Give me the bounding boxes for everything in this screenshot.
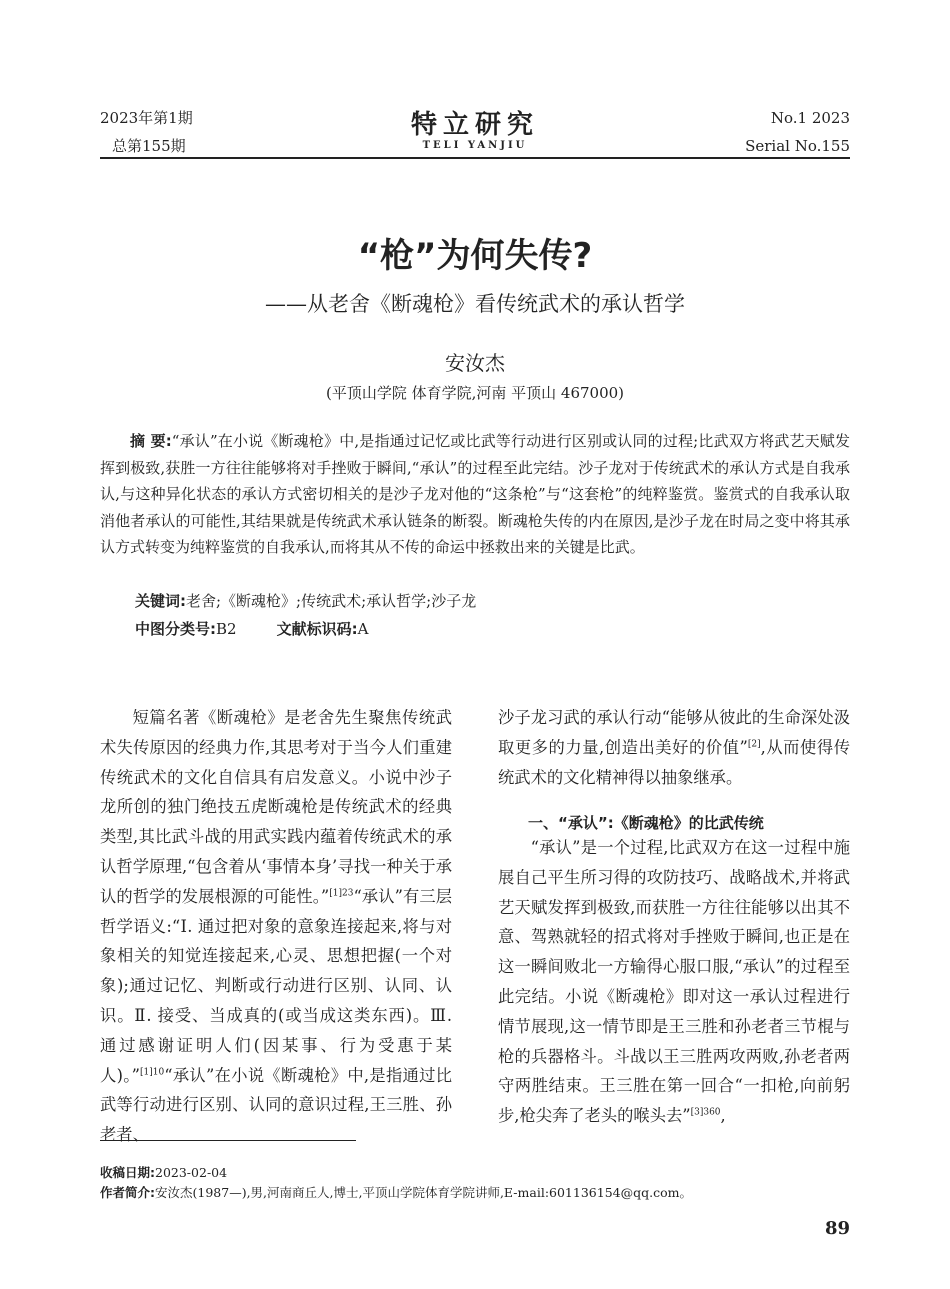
received-label: 收稿日期: bbox=[100, 1165, 155, 1180]
received-value: 2023-02-04 bbox=[155, 1165, 228, 1180]
abstract bbox=[100, 428, 850, 561]
body-left-column bbox=[100, 703, 452, 1150]
citation: [1]23 bbox=[329, 888, 354, 899]
abstract-text: “承认”在小说《断魂枪》中,是指通过记忆或比武等行动进行区别或认同的过程;比武双方将武艺天赋发挥到极致,获胜一方往往能够将对手挫败于瞬间,“承认”的过程至此完结。沙子龙对于传统武术的承认方式是自我承认,与这种异化状态的承认方式密切相关的是沙子龙对他的“这条枪”与“这套枪”的纯粹鉴赏。鉴赏式的自我承认取消他者承认的可能性,其结果就是传统武术承认链条的断裂。断魂枪失传的内在原因,是沙子龙在时局之变中将其承认方式转变为纯粹鉴赏的自我承认,而将其从不传的命运中拯救出来的关键是比武。 bbox=[100, 432, 850, 556]
body-text: 短篇名著《断魂枪》是老舍先生聚焦传统武术失传原因的经典力作,其思考对于当今人们重建传统武术的文化自信具有启发意义。小说中沙子龙所创的独门绝技五虎断魂枪是传统武术的经典类型,其比武斗战的用武实践内蕴着传统武术的承认哲学原理,“包含着从‘事情本身’寻找一种关于承认的哲学的发展根源的可能性。” bbox=[100, 708, 452, 906]
body-text: , bbox=[720, 1106, 726, 1126]
body-text: ,从而使得传统武术的文化精神得以抽象继承。 bbox=[498, 737, 850, 787]
section-heading: 一、“承认”:《断魂枪》的比武传统 bbox=[528, 814, 764, 832]
page-number: 89 bbox=[825, 1218, 851, 1239]
abstract-label: 摘 要: bbox=[130, 432, 172, 450]
body-right-column-top bbox=[498, 703, 850, 792]
bio-value: 安汝杰(1987—),男,河南商丘人,博士,平顶山学院体育学院讲师,E-mail:601136154@qq.com。 bbox=[155, 1185, 692, 1200]
author-affiliation: (平顶山学院 体育学院,河南 平顶山 467000) bbox=[325, 384, 625, 402]
body-text: 沙子龙习武的承认行动“能够从彼此的生命深处汲取更多的力量,创造出美好的价值” bbox=[498, 708, 850, 757]
issue-label: 2023年第1期 bbox=[100, 109, 193, 127]
bio-label: 作者简介: bbox=[100, 1185, 155, 1200]
citation: [3]360 bbox=[690, 1107, 721, 1118]
citation: [2] bbox=[747, 739, 761, 750]
journal-title: 特立研究 bbox=[410, 110, 539, 140]
issue-number-en: No.1 2023 bbox=[770, 109, 850, 127]
article-subtitle: ——从老舍《断魂枪》看传统武术的承认哲学 bbox=[265, 292, 685, 316]
clc-value: B2 bbox=[216, 620, 237, 638]
body-paragraph bbox=[100, 703, 452, 1150]
body-text: “承认”有三层哲学语义:“Ⅰ. 通过把对象的意象连接起来,将与对象相关的知觉连接起来,心灵、思想把握(一个对象);通过记忆、判断或行动进行区别、认同、认识。Ⅱ. 接受、当成真的(或当成这类东西)。Ⅲ. 通过感谢证明人们(因某事、行为受惠于某人)。” bbox=[100, 886, 452, 1085]
clc-label: 中图分类号: bbox=[135, 620, 216, 638]
doc-code-label: 文献标识码: bbox=[276, 620, 358, 638]
citation: [1]10 bbox=[140, 1067, 165, 1078]
received-date bbox=[100, 1163, 227, 1183]
body-text: “承认”在小说《断魂枪》中,是指通过比武等行动进行区别、认同的意识过程,王三胜、孙老者、 bbox=[100, 1065, 453, 1145]
body-right-column bbox=[498, 833, 850, 1131]
serial-number-en: Serial No.155 bbox=[745, 137, 850, 155]
doc-code-value: A bbox=[357, 620, 369, 638]
body-paragraph bbox=[498, 833, 850, 1131]
footnote-rule bbox=[100, 1140, 356, 1141]
journal-pinyin: TELI YANJIU bbox=[422, 140, 528, 151]
body-paragraph bbox=[498, 703, 850, 792]
body-text: “承认”是一个过程,比武双方在这一过程中施展自己平生所习得的攻防技巧、战略战术,并将武艺天赋发挥到极致,而获胜一方往往能够以出其不意、驾熟就轻的招式将对手挫败于瞬间,也正是在这一瞬间败北一方输得心服口服,“承认”的过程至此完结。小说《断魂枪》即对这一承认过程进行情节展现,这一情节即是王三胜和孙老者三节棍与枪的兵器格斗。斗战以王三胜两攻两败,孙老者两守两胜结束。王三胜在第一回合“一扣枪,向前躬步,枪尖奔了老头的喉头去” bbox=[498, 838, 850, 1126]
article-title: “枪”为何失传? bbox=[357, 236, 593, 276]
serial-issue-label: 总第155期 bbox=[112, 137, 186, 155]
keywords-text: 老舍;《断魂枪》;传统武术;承认哲学;沙子龙 bbox=[186, 592, 477, 610]
classification bbox=[135, 618, 368, 639]
keywords-label: 关键词: bbox=[135, 592, 186, 610]
keywords bbox=[135, 590, 476, 611]
author-name: 安汝杰 bbox=[445, 351, 505, 375]
header-rule bbox=[100, 157, 850, 159]
author-bio bbox=[100, 1183, 850, 1203]
